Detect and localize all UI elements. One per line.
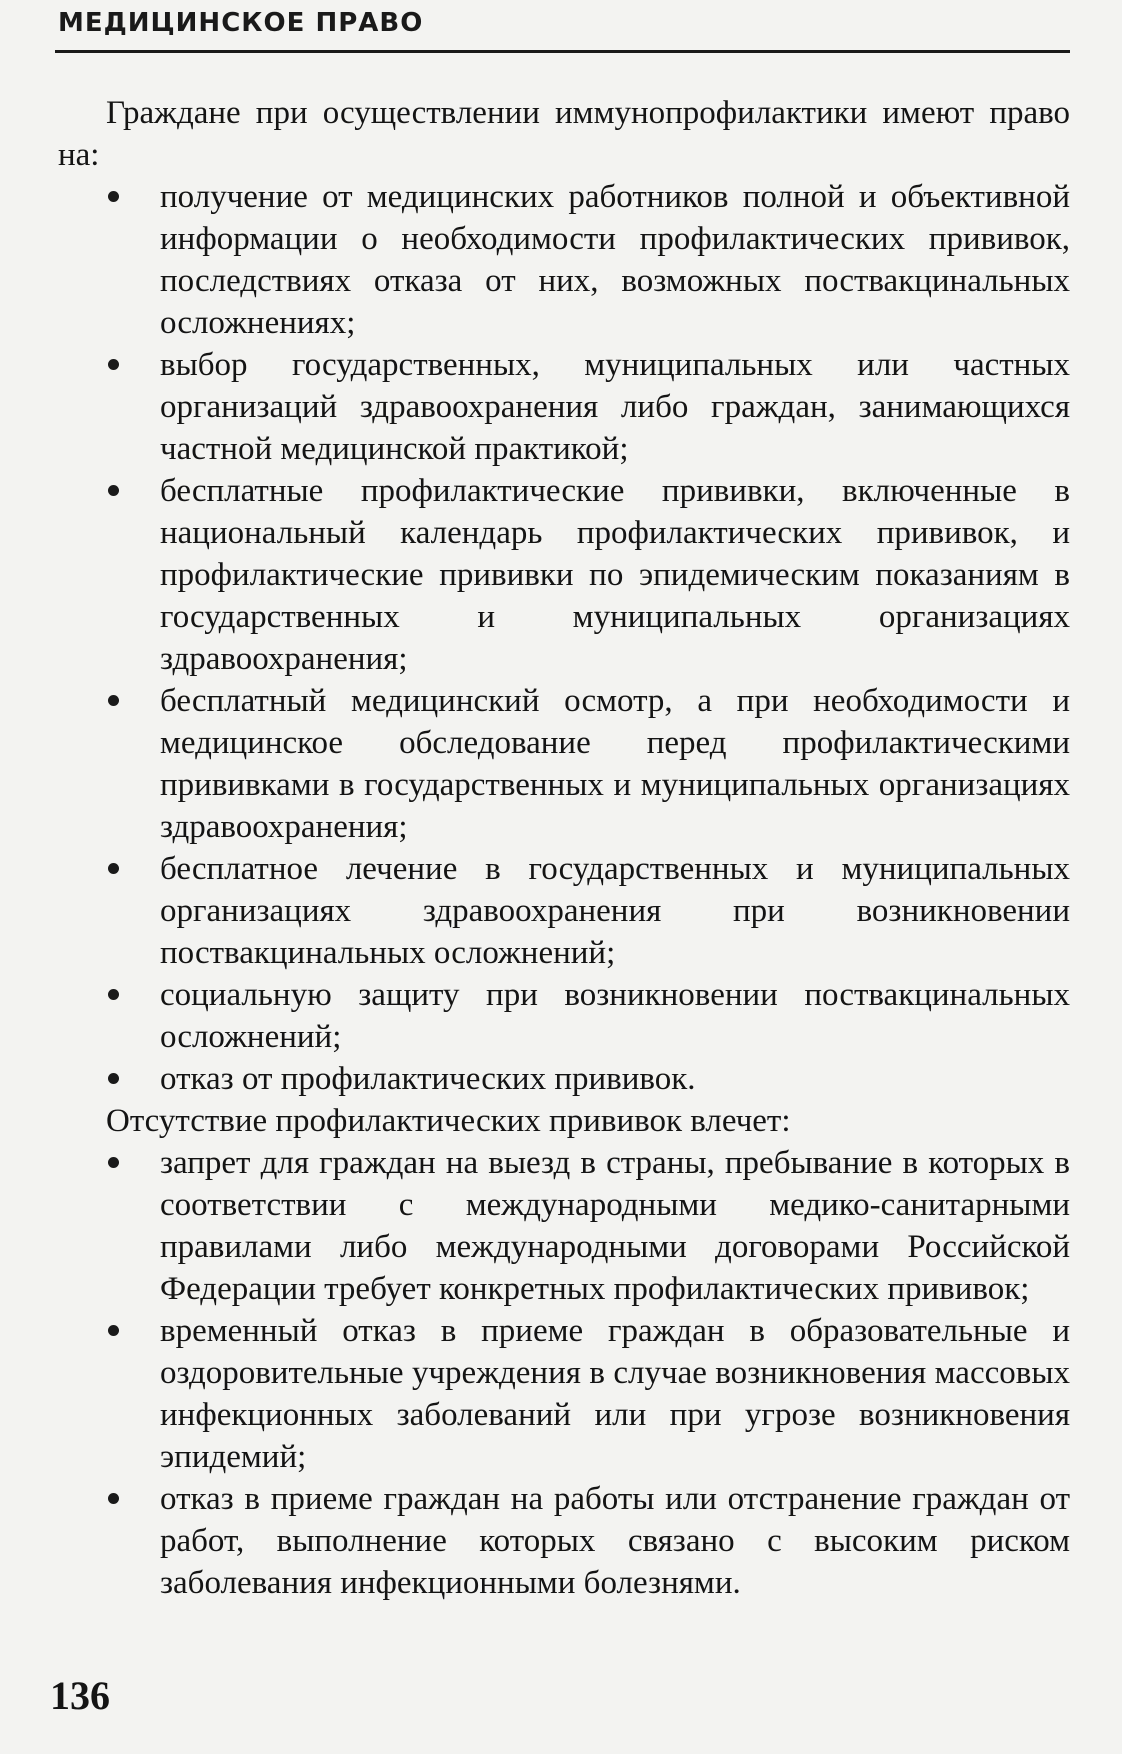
bullet-icon bbox=[108, 1157, 119, 1168]
body-text bbox=[58, 92, 1070, 1604]
rights-list bbox=[58, 176, 1070, 1100]
list-item: выбор государственных, муниципальных или частных организаций здравоохранения либо граждан, занимающихся частной медицинской практикой; bbox=[160, 344, 1070, 470]
consequences-intro: Отсутствие профилактических прививок влечет: bbox=[106, 1103, 791, 1139]
bullet-icon bbox=[108, 1325, 119, 1336]
bullet-icon bbox=[108, 191, 119, 202]
list-item: отказ от профилактических прививок. bbox=[160, 1058, 1070, 1100]
page-number: 136 bbox=[50, 1673, 110, 1718]
bullet-icon bbox=[108, 695, 119, 706]
list-item: запрет для граждан на выезд в страны, пребывание в которых в соответствии с международными медико-санитарными правилами либо международными договорами Российской Федерации требует конкретных профилактических прививок; bbox=[160, 1142, 1070, 1310]
header-rule bbox=[55, 50, 1070, 53]
bullet-icon bbox=[108, 863, 119, 874]
list-item: временный отказ в приеме граждан в образовательные и оздоровительные учреждения в случае возникновения массовых инфекционных заболеваний или при угрозе возникновения эпидемий; bbox=[160, 1310, 1070, 1478]
list-item: бесплатный медицинский осмотр, а при необходимости и медицинское обследование перед профилактическими прививками в государственных и муниципальных организациях здравоохранения; bbox=[160, 680, 1070, 848]
list-item: социальную защиту при возникновении поствакцинальных осложнений; bbox=[160, 974, 1070, 1058]
list-item: получение от медицинских работников полной и объективной информации о необходимости профилактических прививок, последствиях отказа от них, возможных поствакцинальных осложнениях; bbox=[160, 176, 1070, 344]
list-item: бесплатные профилактические прививки, включенные в национальный календарь профилактических прививок, и профилактические прививки по эпидемическим показаниям в государственных и муниципальных организациях здравоохранения; bbox=[160, 470, 1070, 680]
bullet-icon bbox=[108, 359, 119, 370]
list-item: отказ в приеме граждан на работы или отстранение граждан от работ, выполнение которых связано с высоким риском заболевания инфекционными болезнями. bbox=[160, 1478, 1070, 1604]
rights-intro: Граждане при осуществлении иммунопрофилактики имеют право на: bbox=[58, 95, 1070, 173]
bullet-icon bbox=[108, 1073, 119, 1084]
bullet-icon bbox=[108, 1493, 119, 1504]
list-item: бесплатное лечение в государственных и муниципальных организациях здравоохранения при возникновении поствакцинальных осложнений; bbox=[160, 848, 1070, 974]
bullet-icon bbox=[108, 485, 119, 496]
bullet-icon bbox=[108, 989, 119, 1000]
consequences-list bbox=[58, 1142, 1070, 1604]
running-header: МЕДИЦИНСКОЕ ПРАВО bbox=[58, 8, 424, 38]
